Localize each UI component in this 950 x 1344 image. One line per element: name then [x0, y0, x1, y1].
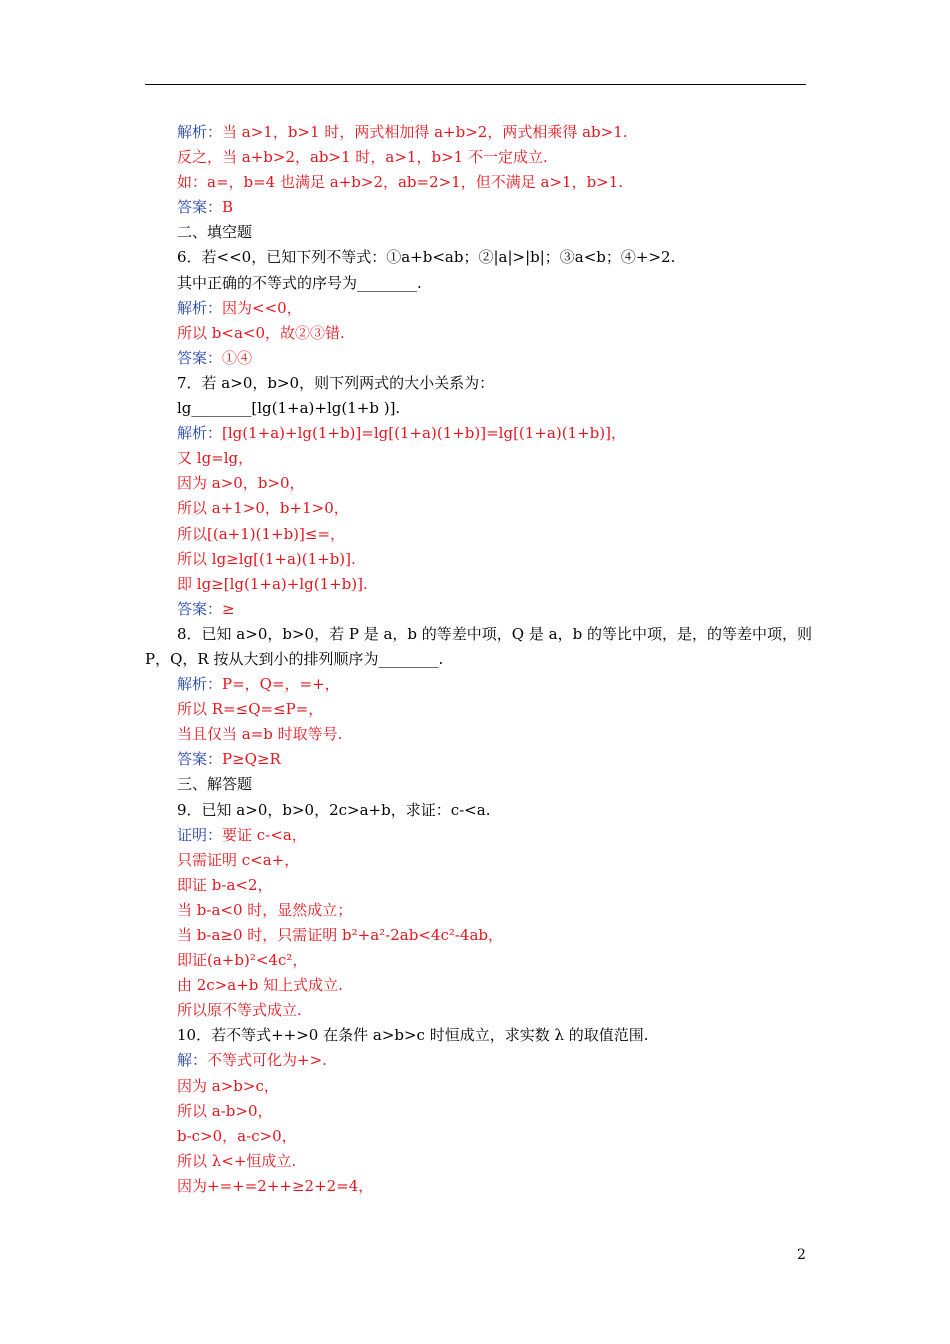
- line-text: [lg(1+a)+lg(1+b)]=lg[(1+a)(1+b)]=lg[(1+a)(1+b)]，: [222, 424, 626, 443]
- header-rule: [145, 84, 806, 85]
- line-text: 因为+=+=2++≥2+2=4，: [177, 1176, 374, 1195]
- text-line: [145, 1099, 806, 1124]
- line-text: 所以 lg≥lg[(1+a)(1+b)].: [177, 549, 356, 568]
- line-text: 当且仅当 a=b 时取等号.: [177, 725, 343, 744]
- line-text: 不等式可化为+>.: [207, 1051, 327, 1070]
- document-body: [145, 120, 812, 1199]
- text-line: [145, 697, 806, 722]
- line-text: 所以 R=≤Q=≤P=，: [177, 700, 324, 719]
- label-text: 解析：: [177, 424, 223, 443]
- line-text: 所以 a-b>0，: [177, 1101, 273, 1120]
- label-text: 答案：: [177, 750, 223, 769]
- text-line: [145, 145, 806, 170]
- text-line: [145, 296, 806, 321]
- text-line: [145, 371, 806, 396]
- line-text: 即证 b-a<2，: [177, 875, 273, 894]
- text-line: [145, 496, 806, 521]
- text-line: [145, 446, 806, 471]
- text-line: [145, 1149, 806, 1174]
- line-text: P≥Q≥R: [222, 750, 281, 769]
- line-text: 10．若不等式++>0 在条件 a>b>c 时恒成立，求实数 λ 的取值范围.: [177, 1026, 649, 1045]
- line-text: lg________[lg(1+a)+lg(1+b )].: [177, 399, 401, 418]
- line-text: 反之，当 a+b>2，ab>1 时，a>1，b>1 不一定成立.: [177, 148, 548, 167]
- line-text: B: [222, 198, 234, 217]
- label-text: 答案：: [177, 198, 223, 217]
- line-text: 只需证明 c<a+，: [177, 850, 300, 869]
- label-text: 答案：: [177, 348, 223, 367]
- line-text: 所以[(a+1)(1+b)]≤=，: [177, 524, 346, 543]
- line-text: 因为 a>b>c，: [177, 1076, 279, 1095]
- page-number: 2: [797, 1247, 806, 1263]
- text-line: [145, 346, 806, 371]
- text-line: [145, 647, 806, 672]
- line-text: 7．若 a>0，b>0，则下列两式的大小关系为：: [177, 373, 495, 392]
- text-line: [145, 1124, 806, 1149]
- text-line: [145, 948, 806, 973]
- line-text: 8．已知 a>0，b>0，若 P 是 a，b 的等差中项，Q 是 a，b 的等比中项，是，的等差中项，则: [177, 624, 812, 643]
- text-line: [145, 798, 806, 823]
- label-text: 解析：: [177, 675, 223, 694]
- line-text: ①④: [222, 348, 253, 367]
- line-text: 其中正确的不等式的序号为________.: [177, 273, 422, 292]
- text-line: [145, 898, 806, 923]
- text-line: [145, 1074, 806, 1099]
- text-line: [145, 421, 806, 446]
- text-line: [145, 873, 806, 898]
- text-line: [145, 271, 806, 296]
- line-text: 因为<<0，: [222, 298, 302, 317]
- line-text: 由 2c>a+b 知上式成立.: [177, 976, 343, 995]
- text-line: [145, 848, 806, 873]
- text-line: [145, 1174, 806, 1199]
- line-text: 如：a=，b=4 也满足 a+b>2，ab=2>1，但不满足 a>1，b>1.: [177, 173, 624, 192]
- label-text: 证明：: [177, 825, 223, 844]
- text-line: [145, 547, 806, 572]
- line-text: 三、解答题: [177, 775, 253, 794]
- text-line: [145, 572, 806, 597]
- line-text: 即 lg≥[lg(1+a)+lg(1+b)].: [177, 574, 368, 593]
- text-line: [145, 120, 806, 145]
- text-line: [145, 772, 806, 797]
- text-line: [145, 471, 806, 496]
- line-text: 所以原不等式成立.: [177, 1001, 302, 1020]
- label-text: 解：: [177, 1051, 208, 1070]
- text-line: [145, 220, 806, 245]
- text-line: [145, 522, 806, 547]
- label-text: 解析：: [177, 298, 223, 317]
- line-text: 要证 c-<a，: [222, 825, 307, 844]
- line-text: 6．若<<0，已知下列不等式：①a+b<ab；②|a|>|b|；③a<b；④+>2.: [177, 248, 676, 267]
- line-text: 所以 b<a<0，故②③错.: [177, 323, 345, 342]
- line-text: 又 lg=lg，: [177, 449, 254, 468]
- text-line: [145, 245, 806, 270]
- text-line: [145, 672, 806, 697]
- text-line: [145, 597, 806, 622]
- line-text: 即证(a+b)²<4c²，: [177, 951, 308, 970]
- text-line: [145, 396, 806, 421]
- line-text: 当 b-a≥0 时，只需证明 b²+a²-2ab<4c²-4ab，: [177, 926, 504, 944]
- text-line: [145, 321, 806, 346]
- line-text: 当 b-a<0 时，显然成立；: [177, 900, 353, 919]
- line-text: 9．已知 a>0，b>0，2c>a+b，求证：c-<a.: [177, 800, 491, 819]
- line-text: 因为 a>0，b>0，: [177, 474, 305, 493]
- text-line: [145, 195, 806, 220]
- line-text: P，Q，R 按从大到小的排列顺序为________.: [145, 649, 444, 668]
- line-text: 二、填空题: [177, 223, 253, 242]
- line-text: 所以 a+1>0，b+1>0，: [177, 499, 349, 518]
- line-text: 所以 λ<+恒成立.: [177, 1151, 297, 1170]
- text-line: [145, 722, 806, 747]
- text-line: [145, 170, 806, 195]
- line-text: 当 a>1，b>1 时，两式相加得 a+b>2，两式相乘得 ab>1.: [222, 123, 628, 141]
- text-line: [145, 1048, 806, 1073]
- line-text: b-c>0，a-c>0，: [177, 1126, 297, 1145]
- line-text: ≥: [222, 599, 235, 618]
- line-text: P=，Q=，=+，: [222, 675, 340, 694]
- text-line: [145, 973, 806, 998]
- text-line: [145, 923, 806, 948]
- text-line: [145, 823, 806, 848]
- label-text: 答案：: [177, 599, 223, 618]
- text-line: [145, 622, 812, 647]
- text-line: [145, 998, 806, 1023]
- label-text: 解析：: [177, 123, 223, 141]
- text-line: [145, 1023, 806, 1048]
- text-line: [145, 747, 806, 772]
